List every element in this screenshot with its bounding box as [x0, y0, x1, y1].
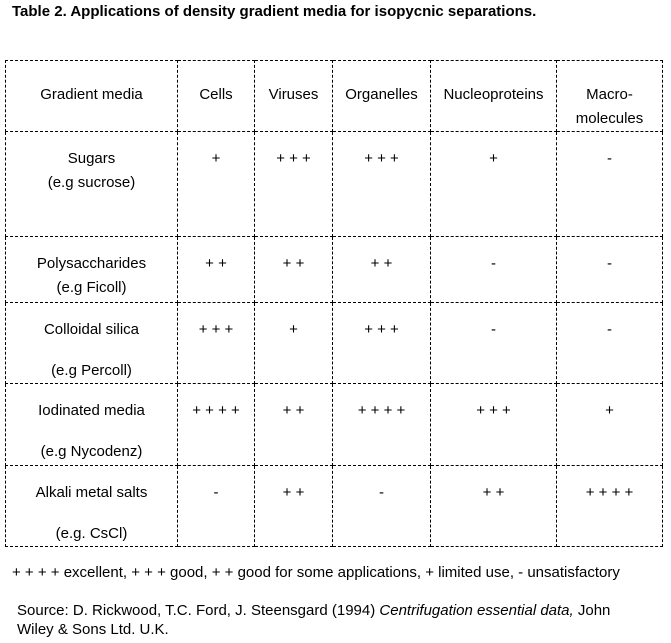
header-macro-line1: Macro- — [586, 86, 633, 103]
cell-nucleoproteins: + + + — [431, 384, 557, 466]
table-row — [6, 466, 663, 547]
cell-macromolecules: - — [557, 237, 663, 303]
row-name: Alkali metal salts — [35, 484, 148, 501]
row-label — [6, 237, 178, 303]
cell-cells: + + + — [178, 303, 255, 384]
cell-viruses: + + — [255, 237, 333, 303]
row-name: Colloidal silica — [43, 321, 140, 338]
gradient-media-table — [5, 60, 663, 547]
source-suffix: John Wiley & Sons Ltd. U.K. — [17, 602, 611, 638]
row-example: (e.g. CsCl) — [55, 525, 128, 542]
header-viruses: Viruses — [255, 61, 333, 132]
header-macro-line2: molecules — [575, 110, 644, 127]
row-name: Iodinated media — [38, 402, 145, 419]
row-name: Polysaccharides — [36, 255, 147, 272]
header-nucleoproteins: Nucleoproteins — [431, 61, 557, 132]
cell-viruses: + + + — [255, 132, 333, 237]
table-title: Table 2. Applications of density gradient media for isopycnic separations. — [12, 3, 537, 20]
cell-nucleoproteins: + + — [431, 466, 557, 547]
cell-cells: - — [178, 466, 255, 547]
row-name: Sugars — [67, 150, 116, 167]
header-organelles: Organelles — [333, 61, 431, 132]
cell-organelles: + + + — [333, 303, 431, 384]
cell-organelles: - — [333, 466, 431, 547]
row-label — [6, 466, 178, 547]
source-book-title: Centrifugation essential data, — [379, 602, 574, 619]
row-label — [6, 303, 178, 384]
header-row — [6, 61, 663, 132]
source-prefix: Source: D. Rickwood, T.C. Ford, J. Steensgard (1994) — [17, 602, 380, 619]
row-example: (e.g Nycodenz) — [40, 443, 143, 460]
cell-viruses: + — [255, 303, 333, 384]
header-cells: Cells — [178, 61, 255, 132]
cell-macromolecules: + — [557, 384, 663, 466]
cell-viruses: + + — [255, 466, 333, 547]
table-row — [6, 132, 663, 237]
cell-organelles: + + — [333, 237, 431, 303]
source-citation — [17, 601, 637, 639]
header-gradient-media: Gradient media — [6, 61, 178, 132]
cell-nucleoproteins: - — [431, 237, 557, 303]
cell-nucleoproteins: + — [431, 132, 557, 237]
row-label — [6, 132, 178, 237]
cell-cells: + + — [178, 237, 255, 303]
cell-nucleoproteins: - — [431, 303, 557, 384]
cell-organelles: + + + + — [333, 384, 431, 466]
cell-organelles: + + + — [333, 132, 431, 237]
row-example: (e.g Percoll) — [51, 362, 132, 379]
table-row — [6, 384, 663, 466]
cell-macromolecules: - — [557, 132, 663, 237]
cell-viruses: + + — [255, 384, 333, 466]
table-row — [6, 237, 663, 303]
legend: + + + + excellent, + + + good, + + good for some applications, + limited use, - unsatisfactory — [12, 564, 620, 581]
cell-cells: + + + + — [178, 384, 255, 466]
cell-macromolecules: + + + + — [557, 466, 663, 547]
table-row — [6, 303, 663, 384]
cell-cells: + — [178, 132, 255, 237]
row-example: (e.g sucrose) — [47, 174, 136, 191]
row-label — [6, 384, 178, 466]
row-example: (e.g Ficoll) — [56, 279, 127, 296]
header-macromolecules — [557, 61, 663, 132]
cell-macromolecules: - — [557, 303, 663, 384]
